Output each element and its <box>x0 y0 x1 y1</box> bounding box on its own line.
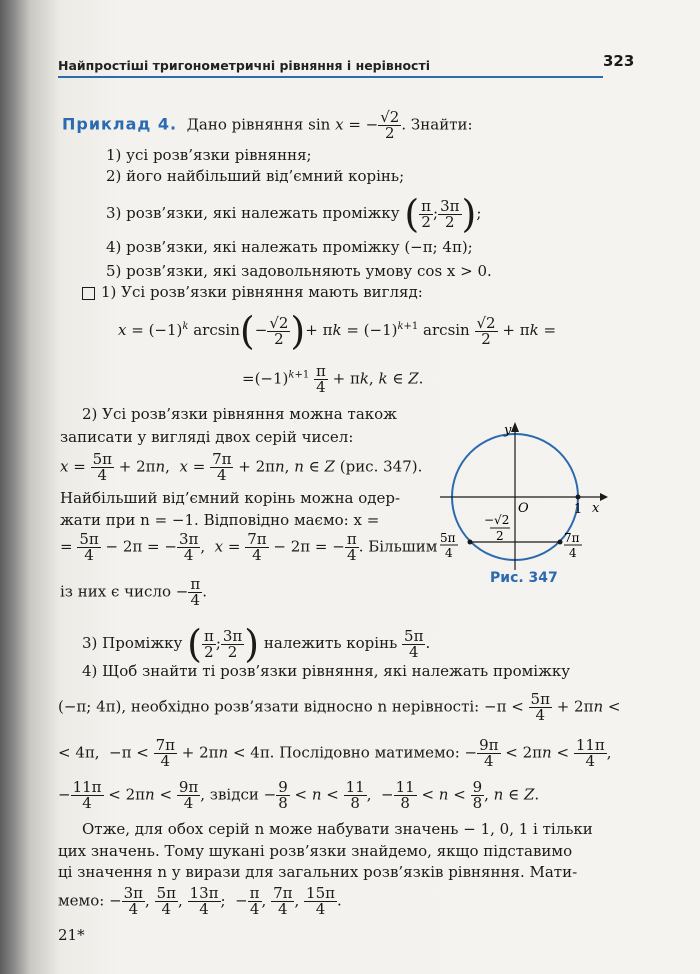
task-item-5: 5) розв’язки, які задовольняють умову cos x > 0. <box>106 262 492 280</box>
conclusion-text-4: мемо: <box>58 891 105 910</box>
x-label: x <box>592 501 600 516</box>
task-item-2: 2) його найбільший від’ємний корінь; <box>106 167 405 185</box>
svg-text:4: 4 <box>569 546 577 560</box>
task-item-3: 3) розв’язки, які належать проміжку ( $\frac{\pi}{2}$ ; $\frac{3\pi}{2}$ ); <box>106 192 482 236</box>
point-5pi-4 <box>468 540 473 545</box>
step-2-answer-text: із них є число <box>60 582 172 601</box>
step-2-series: x = $\frac{5\pi}{4}$ + 2πn, x = $\frac{7\pi}{4}$ + 2πn, n ∈ Z (рис. 347). <box>60 450 423 484</box>
running-header: Найпростіші тригонометричні рівняння і нерівності <box>58 58 430 73</box>
origin-label: O <box>518 501 529 516</box>
step-4-line-1: 4) Щоб знайти ті розв’язки рівняння, які належать проміжку <box>82 662 571 680</box>
svg-text:4: 4 <box>445 546 453 560</box>
point-one <box>576 495 581 500</box>
step-3-text-b: належить корінь <box>263 634 398 652</box>
figure-reference: (рис. 347). <box>339 457 423 476</box>
step-2-answer: із них є число − $\frac{\pi}{4}$ . <box>60 575 207 609</box>
general-solution-formula: $x = (-1)^k$ arcsin(− $\frac{√2}{2}$ )+ $\pi k = (-1)^{k+1}$ arcsin $\frac{√2}{2}$ + πk = <box>118 309 557 353</box>
page-number: 323 <box>603 52 635 70</box>
step-4-line-2: (−π; 4π), необхідно розв’язати відносно n нерівності: −π < $\frac{5\pi}{4}$ + 2πn < <box>58 690 621 724</box>
one-label: 1 <box>574 502 583 517</box>
point-7pi-4 <box>558 540 563 545</box>
solution-start-square <box>82 287 95 300</box>
task-item-3-text: 3) розв’язки, які належать проміжку <box>106 204 400 222</box>
general-solution-result: $=(-1)^{k+1}$ $\frac{\pi}{4}$ + πk, k ∈ Z. <box>242 362 424 396</box>
example-task: Знайти: <box>410 115 473 134</box>
conclusion-line-1: Отже, для обох серій n може набувати значень − 1, 0, 1 і тільки <box>82 820 593 838</box>
step-4-text-b: , необхідно розв’язати відносно n нерівності: <box>121 697 480 716</box>
step-2-line-4: Найбільший від’ємний корінь можна одер- <box>60 489 401 507</box>
conclusion-line-3: ці значення n у вирази для загальних розв’язків рівняння. Мати- <box>58 863 578 881</box>
solution-step-1 <box>82 283 423 301</box>
step-2-values: = $\frac{5\pi}{4}$ − 2π = − $\frac{3\pi}{4}$ , x = $\frac{7\pi}{4}$ − 2π = − $\frac{\pi}{4}$ . Більшим <box>60 530 438 564</box>
task-item-4: 4) розв’язки, які належать проміжку (−π; 4π); <box>106 238 473 256</box>
step-4-text-d: звідси <box>209 785 259 804</box>
task-item-1: 1) усі розв’язки рівняння; <box>106 146 312 164</box>
step-2-line-1: 2) Усі розв’язки рівняння можна також <box>82 405 397 423</box>
example-intro: Дано рівняння <box>186 115 304 134</box>
conclusion-line-2: цих значень. Тому шукані розв’язки знайдемо, якщо підставимо <box>58 842 573 860</box>
x-axis-arrow <box>600 493 608 501</box>
header-rule <box>58 76 603 78</box>
example-label: Приклад 4. <box>62 114 178 134</box>
example-statement: Приклад 4. Дано рівняння sin x = − $\frac{√2}{2}$ . Знайти: <box>62 108 473 142</box>
solution-step-1-text: 1) Усі розв’язки рівняння мають вигляд: <box>101 283 423 301</box>
y-label: y <box>504 423 512 438</box>
step-4-line-3: < 4π, −π < $\frac{7\pi}{4}$ + 2πn < 4π. Послідовно матимемо: − $\frac{9\pi}{4}$ < 2πn < $\frac{11\pi}{4}$ , <box>58 736 612 770</box>
right-point-label: 7π <box>564 531 580 545</box>
step-3-text-a: 3) Проміжку <box>82 634 183 652</box>
task-item-4-text: 4) розв’язки, які належать проміжку <box>106 238 400 256</box>
figure-caption: Рис. 347 <box>490 570 558 586</box>
y-axis-arrow <box>511 422 519 432</box>
level-label: −√2 <box>484 513 510 527</box>
unit-circle-figure <box>440 420 610 575</box>
signature-mark: 21* <box>58 926 85 944</box>
svg-text:2: 2 <box>496 529 504 543</box>
step-4-line-4: − $\frac{11\pi}{4}$ < 2πn < $\frac{9\pi}{4}$ , звідси − $\frac{9}{8}$ < n < $\frac{11}{8}$ , − $\frac{11}{8}$ < n < $\frac{9}{8}$ , n ∈ Z. <box>58 778 540 812</box>
step-2-line-2: записати у вигляді двох серій чисел: <box>60 428 354 446</box>
step-4-text-c: Послідовно матимемо: <box>279 743 460 762</box>
conclusion-line-4: мемо: − $\frac{3\pi}{4}$ , $\frac{5\pi}{4}$ , $\frac{13\pi}{4}$ ; − $\frac{\pi}{4}$ , $\frac{7\pi}{4}$ , $\frac{15\pi}{4}$ . <box>58 884 342 918</box>
left-point-label: 5π <box>440 531 456 545</box>
step-3: 3) Проміжку ( $\frac{\pi}{2}$ ; $\frac{3\pi}{2}$ ) належить корінь $\frac{5\pi}{4}$ . <box>82 622 431 666</box>
step-2-larger: Більшим <box>368 537 438 556</box>
step-2-line-5: жати при n = −1. Відповідно маємо: x = <box>60 511 380 529</box>
